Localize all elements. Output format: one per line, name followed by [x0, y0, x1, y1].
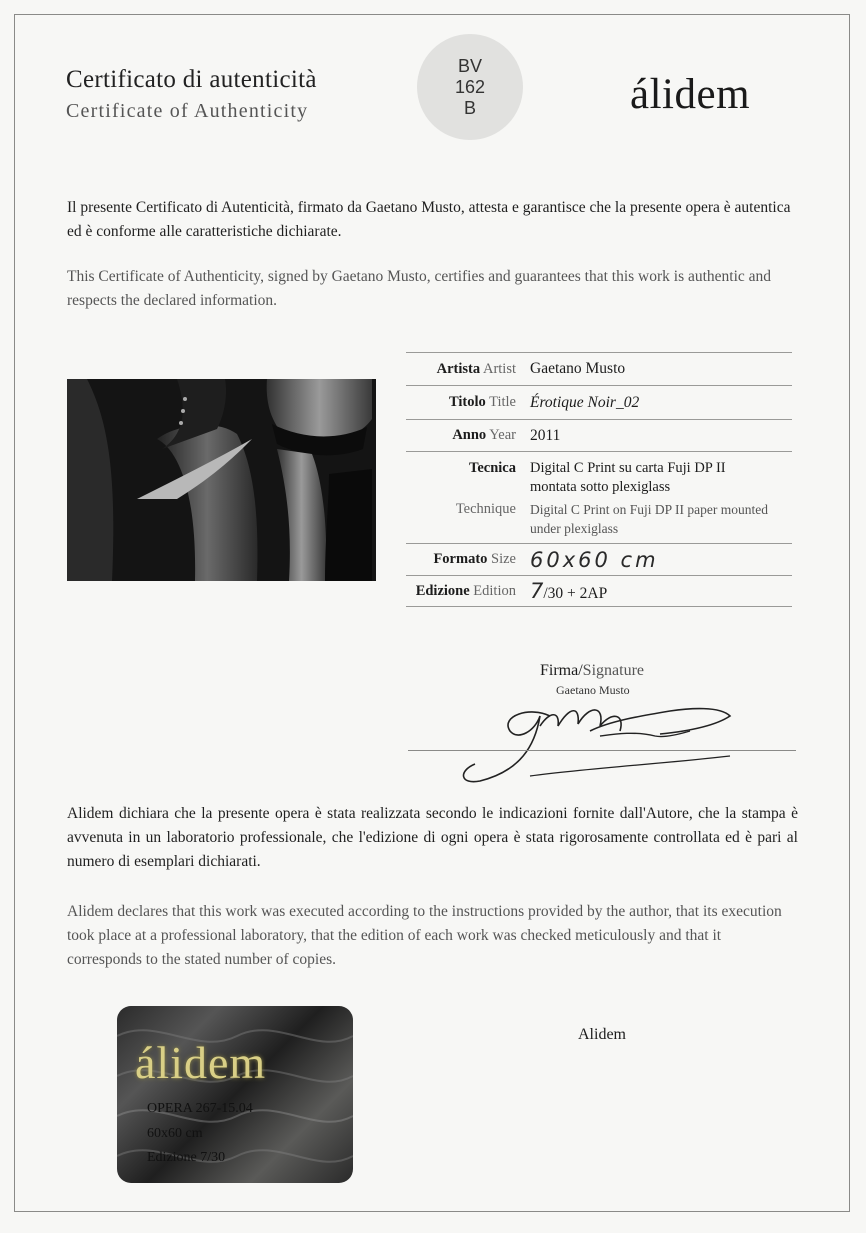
row-technique	[406, 451, 792, 543]
hologram-opera: OPERA 267-15.04	[147, 1101, 253, 1116]
inventory-stamp	[417, 34, 523, 140]
edition-value	[530, 579, 792, 603]
technique-italian: Digital C Print su carta Fuji DP II montata sotto plexiglass	[530, 460, 726, 495]
hologram-seal	[117, 1006, 353, 1183]
title-english: Certificate of Authenticity	[66, 100, 309, 122]
intro-english: This Certificate of Authenticity, signed by Gaetano Musto, certifies and guarantees that this work is authentic and respects the declared information.	[67, 268, 772, 309]
technique-label: Tecnica Technique	[455, 460, 516, 517]
signature-line	[408, 750, 796, 751]
technique-value	[530, 459, 792, 543]
title-value: Érotique Noir_02	[530, 393, 640, 411]
signer-name: Gaetano Musto	[556, 683, 630, 697]
alidem-logo: álidem	[630, 71, 751, 118]
stamp-line-2: 162	[454, 76, 486, 97]
artist-label: Artista Artist	[436, 360, 516, 377]
row-edition	[406, 575, 792, 607]
hologram-size: 60x60 cm	[147, 1126, 203, 1141]
edition-number-handwritten: 7	[530, 579, 544, 603]
artwork-thumbnail	[67, 379, 376, 581]
stamp-line-1: BV	[457, 55, 482, 76]
hologram-logo: álidem	[135, 1037, 267, 1088]
edition-label: Edizione Edition	[415, 582, 516, 599]
row-size	[406, 543, 792, 575]
artist-value: Gaetano Musto	[530, 360, 626, 377]
alidem-signoff: Alidem	[578, 1026, 626, 1043]
title-label: Titolo Title	[448, 394, 516, 410]
stamp-line-3: B	[463, 97, 476, 118]
hologram-edition: Edizione 7/30	[147, 1150, 226, 1165]
edition-total: /30 + 2AP	[543, 585, 608, 602]
size-value-handwritten: 60x60 cm	[530, 547, 659, 572]
row-artist	[406, 352, 792, 385]
row-year	[406, 419, 792, 451]
closing-italian: Alidem dichiara che la presente opera è stata realizzata secondo le indicazioni fornite dall'Autore, che la stampa è avvenuta in un laboratorio professionale, che l'edizione di ogni opera è stata rigorosamente controllata ed è pari al numero di esemplari dichiarati.	[67, 805, 798, 870]
year-value: 2011	[530, 426, 561, 444]
technique-english: Digital C Print on Fuji DP II paper mounted under plexiglass	[530, 502, 768, 536]
signature-label: Firma/Signature	[540, 662, 644, 679]
intro-italian: Il presente Certificato di Autenticità, firmato da Gaetano Musto, attesta e garantisce che la presente opera è autentica ed è conforme alle caratteristiche dichiarate.	[67, 199, 791, 240]
closing-english: Alidem declares that this work was executed according to the instructions provided by the author, that its execution took place at a professional laboratory, that the edition of each work was checked meticulously and that it corresponds to the stated number of copies.	[67, 903, 782, 968]
year-label: Anno Year	[452, 427, 516, 443]
handwritten-signature	[440, 686, 740, 786]
title-italian: Certificato di autenticità	[66, 66, 317, 93]
artwork-details-table	[406, 352, 792, 607]
row-title	[406, 385, 792, 419]
size-label: Formato Size	[433, 551, 516, 567]
